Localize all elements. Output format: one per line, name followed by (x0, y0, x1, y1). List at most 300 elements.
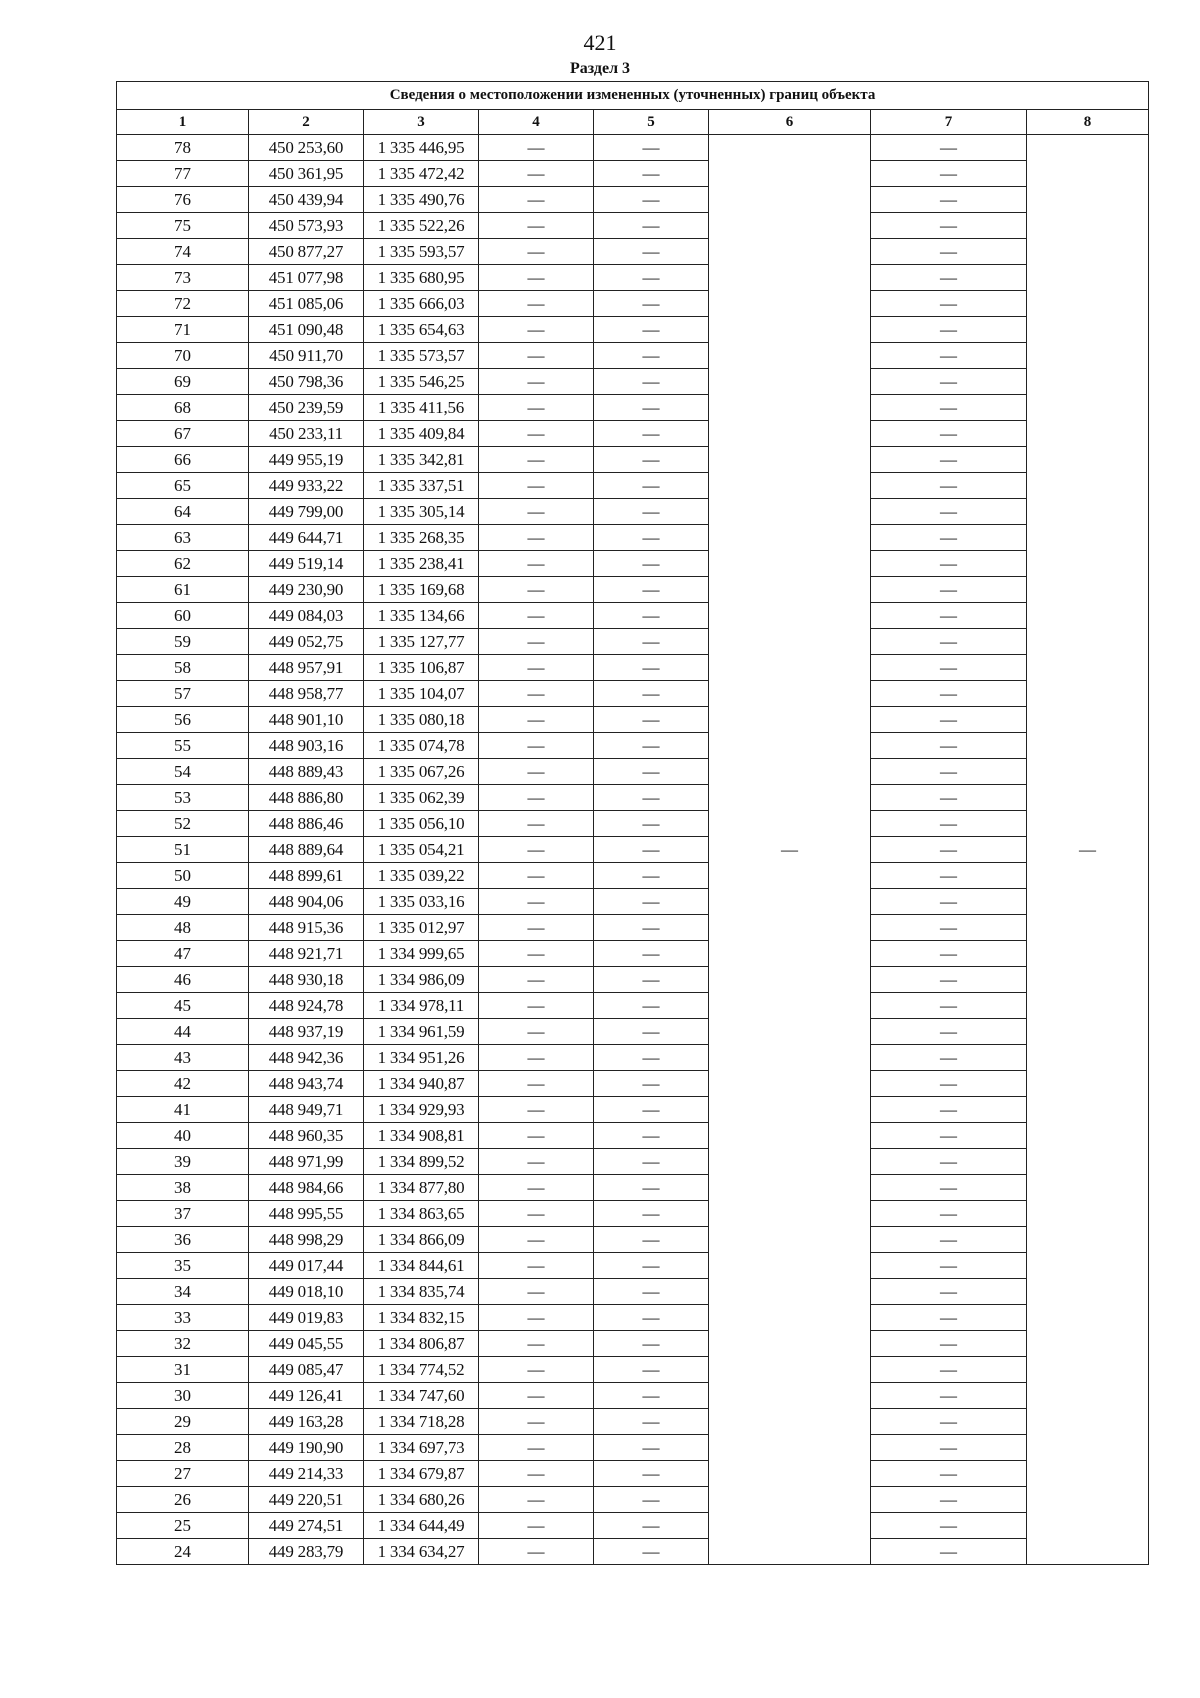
column-7-cell: — (871, 1097, 1027, 1123)
coordinate-y-cell: 1 334 999,65 (364, 941, 479, 967)
table-row (117, 1305, 1149, 1331)
page-number: 421 (583, 30, 617, 55)
column-4-cell: — (479, 811, 594, 837)
column-5-cell: — (594, 655, 709, 681)
point-number-cell: 29 (117, 1409, 249, 1435)
point-number-cell: 67 (117, 421, 249, 447)
table-row (117, 1097, 1149, 1123)
column-4-cell: — (479, 577, 594, 603)
coordinate-y-cell: 1 335 546,25 (364, 369, 479, 395)
point-number-cell: 63 (117, 525, 249, 551)
coordinate-y-cell: 1 335 134,66 (364, 603, 479, 629)
point-number-cell: 42 (117, 1071, 249, 1097)
column-5-cell: — (594, 733, 709, 759)
coordinate-x-cell: 448 899,61 (249, 863, 364, 889)
column-5-cell: — (594, 1019, 709, 1045)
point-number-cell: 48 (117, 915, 249, 941)
column-7-cell: — (871, 967, 1027, 993)
coordinate-x-cell: 449 644,71 (249, 525, 364, 551)
coordinate-y-cell: 1 335 012,97 (364, 915, 479, 941)
point-number-cell: 55 (117, 733, 249, 759)
coordinate-x-cell: 448 937,19 (249, 1019, 364, 1045)
coordinate-x-cell: 449 519,14 (249, 551, 364, 577)
point-number-cell: 25 (117, 1513, 249, 1539)
column-5-cell: — (594, 369, 709, 395)
table-row (117, 759, 1149, 785)
coordinate-x-cell: 450 233,11 (249, 421, 364, 447)
table-row (117, 395, 1149, 421)
column-7-cell: — (871, 317, 1027, 343)
column-4-cell: — (479, 629, 594, 655)
point-number-cell: 56 (117, 707, 249, 733)
table-row (117, 1071, 1149, 1097)
column-5-cell: — (594, 551, 709, 577)
column-4-cell: — (479, 759, 594, 785)
table-row (117, 863, 1149, 889)
column-7-cell: — (871, 473, 1027, 499)
point-number-cell: 74 (117, 239, 249, 265)
point-number-cell: 26 (117, 1487, 249, 1513)
coordinate-y-cell: 1 335 409,84 (364, 421, 479, 447)
column-7-cell: — (871, 1045, 1027, 1071)
point-number-cell: 66 (117, 447, 249, 473)
point-number-cell: 33 (117, 1305, 249, 1331)
column-7-cell: — (871, 1331, 1027, 1357)
table-row (117, 1461, 1149, 1487)
column-4-cell: — (479, 967, 594, 993)
column-5-cell: — (594, 941, 709, 967)
column-5-cell: — (594, 343, 709, 369)
column-7-cell: — (871, 551, 1027, 577)
coordinate-x-cell: 449 085,47 (249, 1357, 364, 1383)
coordinate-y-cell: 1 335 106,87 (364, 655, 479, 681)
coordinate-x-cell: 449 017,44 (249, 1253, 364, 1279)
table-row (117, 447, 1149, 473)
coordinate-x-cell: 450 798,36 (249, 369, 364, 395)
column-7-cell: — (871, 291, 1027, 317)
point-number-cell: 40 (117, 1123, 249, 1149)
table-row (117, 1201, 1149, 1227)
column-4-cell: — (479, 1123, 594, 1149)
column-5-cell: — (594, 863, 709, 889)
coordinate-y-cell: 1 335 033,16 (364, 889, 479, 915)
coordinate-y-cell: 1 334 863,65 (364, 1201, 479, 1227)
column-4-cell: — (479, 1175, 594, 1201)
point-number-cell: 57 (117, 681, 249, 707)
coordinate-x-cell: 449 283,79 (249, 1539, 364, 1565)
point-number-cell: 45 (117, 993, 249, 1019)
point-number-cell: 62 (117, 551, 249, 577)
table-row (117, 889, 1149, 915)
column-5-cell: — (594, 1409, 709, 1435)
table-row (117, 1279, 1149, 1305)
point-number-cell: 50 (117, 863, 249, 889)
column-7-cell: — (871, 1357, 1027, 1383)
table-row (117, 655, 1149, 681)
coordinate-x-cell: 450 877,27 (249, 239, 364, 265)
coordinate-y-cell: 1 335 056,10 (364, 811, 479, 837)
column-7-cell: — (871, 265, 1027, 291)
boundary-coordinates-table (116, 81, 1149, 1565)
column-7-cell: — (871, 1279, 1027, 1305)
column-5-cell: — (594, 265, 709, 291)
column-7-cell: — (871, 1071, 1027, 1097)
point-number-cell: 77 (117, 161, 249, 187)
coordinate-x-cell: 448 889,64 (249, 837, 364, 863)
coordinate-x-cell: 448 958,77 (249, 681, 364, 707)
column-7-cell: — (871, 1123, 1027, 1149)
coordinate-y-cell: 1 335 169,68 (364, 577, 479, 603)
coordinate-y-cell: 1 335 305,14 (364, 499, 479, 525)
table-row (117, 343, 1149, 369)
column-4-cell: — (479, 681, 594, 707)
point-number-cell: 35 (117, 1253, 249, 1279)
column-4-cell: — (479, 655, 594, 681)
coordinate-y-cell: 1 335 654,63 (364, 317, 479, 343)
column-4-cell: — (479, 161, 594, 187)
column-4-cell: — (479, 421, 594, 447)
column-4-cell: — (479, 369, 594, 395)
column-5-cell: — (594, 1149, 709, 1175)
coordinate-y-cell: 1 335 080,18 (364, 707, 479, 733)
column-4-cell: — (479, 733, 594, 759)
table-row (117, 499, 1149, 525)
point-number-cell: 53 (117, 785, 249, 811)
column-4-cell: — (479, 1305, 594, 1331)
coordinate-x-cell: 450 239,59 (249, 395, 364, 421)
column-7-cell: — (871, 941, 1027, 967)
point-number-cell: 59 (117, 629, 249, 655)
coordinate-y-cell: 1 335 472,42 (364, 161, 479, 187)
coordinate-y-cell: 1 335 054,21 (364, 837, 479, 863)
coordinate-x-cell: 449 220,51 (249, 1487, 364, 1513)
column-5-cell: — (594, 629, 709, 655)
coordinate-y-cell: 1 335 062,39 (364, 785, 479, 811)
coordinate-x-cell: 448 949,71 (249, 1097, 364, 1123)
coordinate-x-cell: 448 960,35 (249, 1123, 364, 1149)
column-4-cell: — (479, 213, 594, 239)
table-row (117, 837, 1149, 863)
column-4-cell: — (479, 837, 594, 863)
column-4-cell: — (479, 317, 594, 343)
point-number-cell: 46 (117, 967, 249, 993)
column-5-cell: — (594, 889, 709, 915)
coordinate-y-cell: 1 335 337,51 (364, 473, 479, 499)
coordinate-y-cell: 1 335 490,76 (364, 187, 479, 213)
table-row (117, 993, 1149, 1019)
coordinate-y-cell: 1 335 342,81 (364, 447, 479, 473)
column-5-cell: — (594, 1513, 709, 1539)
column-4-cell: — (479, 941, 594, 967)
column-4-cell: — (479, 499, 594, 525)
table-row (117, 525, 1149, 551)
column-5-cell: — (594, 473, 709, 499)
coordinate-x-cell: 448 915,36 (249, 915, 364, 941)
column-4-cell: — (479, 1201, 594, 1227)
column-5-cell: — (594, 915, 709, 941)
coordinate-x-cell: 448 901,10 (249, 707, 364, 733)
table-row (117, 785, 1149, 811)
coordinate-x-cell: 448 984,66 (249, 1175, 364, 1201)
column-5-cell: — (594, 135, 709, 161)
table-row (117, 811, 1149, 837)
column-4-cell: — (479, 239, 594, 265)
coordinate-y-cell: 1 335 411,56 (364, 395, 479, 421)
column-5-cell: — (594, 1123, 709, 1149)
column-7-cell: — (871, 239, 1027, 265)
column-4-cell: — (479, 889, 594, 915)
column-5-cell: — (594, 213, 709, 239)
column-7-cell: — (871, 733, 1027, 759)
table-row (117, 1409, 1149, 1435)
column-5-cell: — (594, 291, 709, 317)
column-7-cell: — (871, 187, 1027, 213)
coordinate-x-cell: 449 799,00 (249, 499, 364, 525)
column-4-cell: — (479, 1409, 594, 1435)
column-5-cell: — (594, 421, 709, 447)
column-5-cell: — (594, 1227, 709, 1253)
coordinate-x-cell: 450 573,93 (249, 213, 364, 239)
coordinate-y-cell: 1 335 127,77 (364, 629, 479, 655)
coordinate-x-cell: 449 045,55 (249, 1331, 364, 1357)
column-5-cell: — (594, 1331, 709, 1357)
column-7-cell: — (871, 1201, 1027, 1227)
column-7-cell: — (871, 993, 1027, 1019)
coordinate-y-cell: 1 334 961,59 (364, 1019, 479, 1045)
column-5-cell: — (594, 1357, 709, 1383)
column-7-cell: — (871, 603, 1027, 629)
column-4-cell: — (479, 915, 594, 941)
point-number-cell: 75 (117, 213, 249, 239)
column-number-1: 1 (117, 110, 249, 135)
column-5-cell: — (594, 707, 709, 733)
coordinate-x-cell: 448 886,46 (249, 811, 364, 837)
column-4-cell: — (479, 1071, 594, 1097)
column-4-cell: — (479, 1539, 594, 1565)
column-7-cell: — (871, 1149, 1027, 1175)
column-5-cell: — (594, 1383, 709, 1409)
point-number-cell: 39 (117, 1149, 249, 1175)
column-5-cell: — (594, 161, 709, 187)
point-number-cell: 52 (117, 811, 249, 837)
column-5-cell: — (594, 1201, 709, 1227)
column-4-cell: — (479, 863, 594, 889)
column-7-cell: — (871, 421, 1027, 447)
column-4-cell: — (479, 1227, 594, 1253)
column-5-cell: — (594, 785, 709, 811)
column-4-cell: — (479, 1435, 594, 1461)
table-row (117, 629, 1149, 655)
column-7-cell: — (871, 1383, 1027, 1409)
column-4-cell: — (479, 473, 594, 499)
column-number-5: 5 (594, 110, 709, 135)
column-4-cell: — (479, 1045, 594, 1071)
column-4-cell: — (479, 707, 594, 733)
coordinate-x-cell: 448 904,06 (249, 889, 364, 915)
coordinate-x-cell: 450 361,95 (249, 161, 364, 187)
column-5-cell: — (594, 1045, 709, 1071)
column-5-cell: — (594, 1253, 709, 1279)
table-caption: Сведения о местоположении измененных (уточненных) границ объекта (117, 82, 1149, 110)
coordinate-x-cell: 448 921,71 (249, 941, 364, 967)
column-4-cell: — (479, 785, 594, 811)
table-row (117, 1487, 1149, 1513)
column-4-cell: — (479, 603, 594, 629)
column-7-cell: — (871, 1539, 1027, 1565)
point-number-cell: 68 (117, 395, 249, 421)
coordinate-x-cell: 449 190,90 (249, 1435, 364, 1461)
column-8-merged-cell: — (1027, 135, 1149, 1565)
column-5-cell: — (594, 1305, 709, 1331)
column-4-cell: — (479, 551, 594, 577)
point-number-cell: 54 (117, 759, 249, 785)
point-number-cell: 31 (117, 1357, 249, 1383)
point-number-cell: 78 (117, 135, 249, 161)
column-4-cell: — (479, 1149, 594, 1175)
column-4-cell: — (479, 1357, 594, 1383)
column-7-cell: — (871, 161, 1027, 187)
column-5-cell: — (594, 759, 709, 785)
coordinate-x-cell: 449 933,22 (249, 473, 364, 499)
point-number-cell: 36 (117, 1227, 249, 1253)
column-7-cell: — (871, 1305, 1027, 1331)
table-row (117, 707, 1149, 733)
coordinate-x-cell: 450 911,70 (249, 343, 364, 369)
column-7-cell: — (871, 499, 1027, 525)
coordinate-x-cell: 450 439,94 (249, 187, 364, 213)
column-7-cell: — (871, 135, 1027, 161)
point-number-cell: 72 (117, 291, 249, 317)
column-5-cell: — (594, 499, 709, 525)
point-number-cell: 71 (117, 317, 249, 343)
column-4-cell: — (479, 135, 594, 161)
table-row (117, 1383, 1149, 1409)
table-row (117, 187, 1149, 213)
point-number-cell: 30 (117, 1383, 249, 1409)
table-row (117, 1123, 1149, 1149)
table-row (117, 135, 1149, 161)
coordinate-y-cell: 1 334 835,74 (364, 1279, 479, 1305)
coordinate-x-cell: 448 886,80 (249, 785, 364, 811)
column-number-4: 4 (479, 110, 594, 135)
column-number-3: 3 (364, 110, 479, 135)
table-row (117, 1175, 1149, 1201)
column-4-cell: — (479, 1253, 594, 1279)
column-7-cell: — (871, 1435, 1027, 1461)
point-number-cell: 69 (117, 369, 249, 395)
coordinate-y-cell: 1 335 573,57 (364, 343, 479, 369)
column-7-cell: — (871, 1409, 1027, 1435)
table-row (117, 1019, 1149, 1045)
table-row (117, 551, 1149, 577)
column-5-cell: — (594, 603, 709, 629)
point-number-cell: 41 (117, 1097, 249, 1123)
coordinate-y-cell: 1 334 832,15 (364, 1305, 479, 1331)
column-5-cell: — (594, 837, 709, 863)
point-number-cell: 61 (117, 577, 249, 603)
coordinate-x-cell: 449 084,03 (249, 603, 364, 629)
column-5-cell: — (594, 1461, 709, 1487)
coordinate-y-cell: 1 334 929,93 (364, 1097, 479, 1123)
table-row (117, 421, 1149, 447)
column-5-cell: — (594, 1071, 709, 1097)
column-7-cell: — (871, 1175, 1027, 1201)
coordinate-y-cell: 1 334 978,11 (364, 993, 479, 1019)
table-row (117, 1331, 1149, 1357)
section-title: Раздел 3 (569, 60, 631, 77)
column-7-cell: — (871, 343, 1027, 369)
column-7-cell: — (871, 889, 1027, 915)
point-number-cell: 34 (117, 1279, 249, 1305)
column-7-cell: — (871, 759, 1027, 785)
coordinate-y-cell: 1 334 680,26 (364, 1487, 479, 1513)
column-7-cell: — (871, 681, 1027, 707)
coordinate-x-cell: 449 230,90 (249, 577, 364, 603)
coordinate-y-cell: 1 334 644,49 (364, 1513, 479, 1539)
point-number-cell: 49 (117, 889, 249, 915)
column-5-cell: — (594, 525, 709, 551)
column-4-cell: — (479, 447, 594, 473)
column-7-cell: — (871, 213, 1027, 239)
coordinate-x-cell: 448 924,78 (249, 993, 364, 1019)
table-body (117, 135, 1149, 1565)
coordinate-x-cell: 448 943,74 (249, 1071, 364, 1097)
coordinate-y-cell: 1 335 593,57 (364, 239, 479, 265)
coordinate-y-cell: 1 335 522,26 (364, 213, 479, 239)
table-row (117, 161, 1149, 187)
point-number-cell: 27 (117, 1461, 249, 1487)
coordinate-y-cell: 1 334 951,26 (364, 1045, 479, 1071)
point-number-cell: 28 (117, 1435, 249, 1461)
table-row (117, 1435, 1149, 1461)
table-row (117, 967, 1149, 993)
point-number-cell: 60 (117, 603, 249, 629)
column-7-cell: — (871, 447, 1027, 473)
column-7-cell: — (871, 1019, 1027, 1045)
coordinate-y-cell: 1 335 104,07 (364, 681, 479, 707)
coordinate-y-cell: 1 334 697,73 (364, 1435, 479, 1461)
coordinate-y-cell: 1 335 666,03 (364, 291, 479, 317)
table-row (117, 291, 1149, 317)
coordinate-y-cell: 1 334 806,87 (364, 1331, 479, 1357)
point-number-cell: 44 (117, 1019, 249, 1045)
column-4-cell: — (479, 187, 594, 213)
column-5-cell: — (594, 1097, 709, 1123)
coordinate-y-cell: 1 335 067,26 (364, 759, 479, 785)
column-4-cell: — (479, 1279, 594, 1305)
column-5-cell: — (594, 317, 709, 343)
table-row (117, 265, 1149, 291)
column-5-cell: — (594, 187, 709, 213)
table-row (117, 1253, 1149, 1279)
coordinate-x-cell: 449 018,10 (249, 1279, 364, 1305)
column-7-cell: — (871, 811, 1027, 837)
coordinate-y-cell: 1 334 747,60 (364, 1383, 479, 1409)
point-number-cell: 24 (117, 1539, 249, 1565)
column-5-cell: — (594, 1487, 709, 1513)
point-number-cell: 37 (117, 1201, 249, 1227)
column-5-cell: — (594, 1539, 709, 1565)
column-number-8: 8 (1027, 110, 1149, 135)
coordinate-y-cell: 1 334 679,87 (364, 1461, 479, 1487)
table-row (117, 317, 1149, 343)
coordinate-x-cell: 448 889,43 (249, 759, 364, 785)
coordinate-y-cell: 1 335 446,95 (364, 135, 479, 161)
column-7-cell: — (871, 1253, 1027, 1279)
column-5-cell: — (594, 395, 709, 421)
column-4-cell: — (479, 1019, 594, 1045)
coordinate-y-cell: 1 335 680,95 (364, 265, 479, 291)
